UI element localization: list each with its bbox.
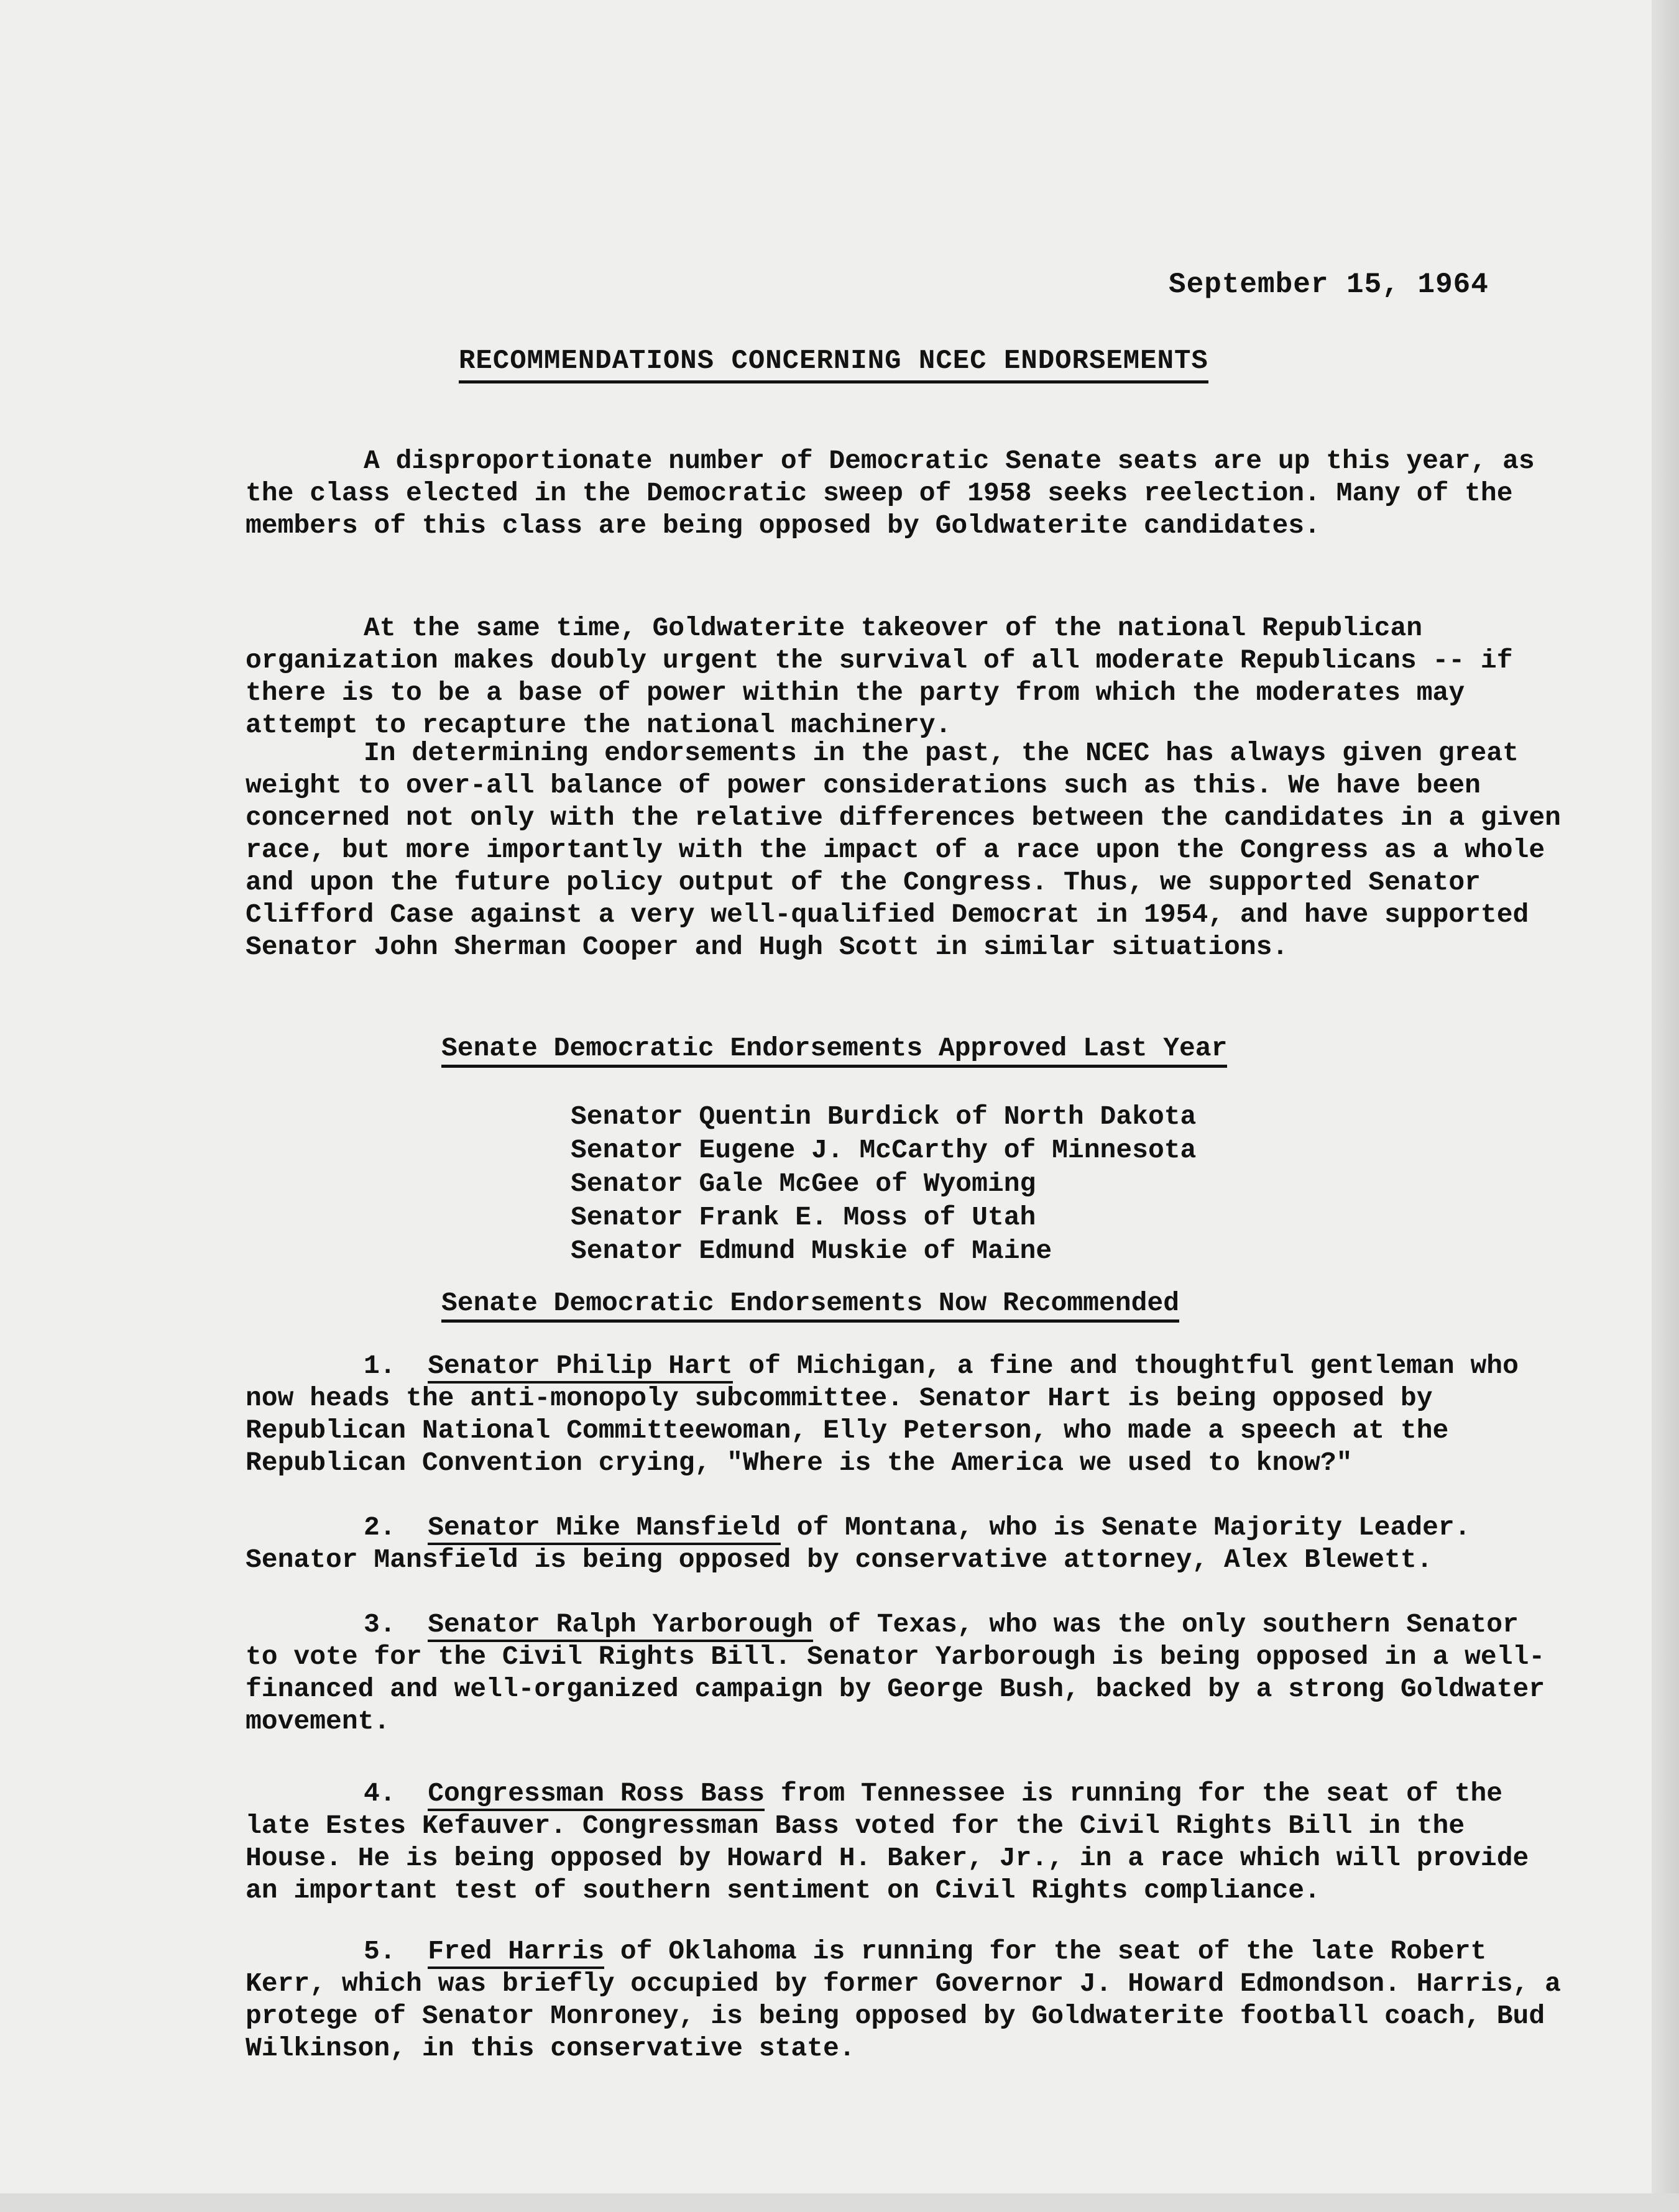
document-date: September 15, 1964 [1169,268,1489,301]
recommendation-name: Senator Ralph Yarborough [428,1609,812,1642]
recommendation-item [246,1778,1563,1907]
list-item: Senator Edmund Muskie of Maine [571,1236,1052,1266]
list-item: Senator Quentin Burdick of North Dakota [571,1101,1197,1132]
recommendation-item [246,1512,1563,1576]
recommendation-text: from Tennessee is running for the seat of the late Estes Kefauver. Congressman Bass voted for the Civil Rights Bill in the House. He is being opposed by Howard H. Baker, Jr., in a race which will provide an important test of southern sentiment on Civil Rights compliance. [246,1778,1529,1906]
recommendation-text: of Oklahoma is running for the seat of the late Robert Kerr, which was briefly occupied by former Governor J. Howard Edmondson. Harris, a protege of Senator Monroney, is being opposed by Goldwaterite football coach, Bud Wilkinson, in this conservative state. [246,1936,1561,2063]
recommendation-number: 4. [364,1778,396,1809]
page-bottom-margin [0,2193,1679,2212]
recommendation-number: 1. [364,1351,396,1381]
paragraph-intro: A disproportionate number of Democratic Senate seats are up this year, as the class elected in the Democratic sweep of 1958 seeks reelection. Many of the members of this class are being opposed by Goldwaterite candidates. [246,446,1535,541]
recommendation-number: 3. [364,1609,396,1640]
recommendation-text: of Montana, who is Senate Majority Leader. Senator Mansfield is being opposed by conservative attorney, Alex Blewett. [246,1512,1471,1575]
approved-heading: Senate Democratic Endorsements Approved Last Year [441,1033,1227,1068]
recommendation-item [246,1609,1563,1738]
recommendation-text: of Michigan, a fine and thoughtful gentleman who now heads the anti-monopoly subcommittee. Senator Hart is being opposed by Republican National Committeewoman, Elly Peterson, who made a speech at the Republican Convention crying, "Where is the America we used to know?" [246,1351,1519,1478]
recommendation-name: Congressman Ross Bass [428,1778,765,1811]
paragraph-goldwater-takeover: At the same time, Goldwaterite takeover of the national Republican organization makes doubly urgent the survival of all moderate Republicans -- if there is to be a base of power within the party from which the moderates may attempt to recapture the national machinery. [246,613,1513,740]
list-item: Senator Eugene J. McCarthy of Minnesota [571,1135,1197,1165]
recommendation-number: 5. [364,1936,396,1966]
list-item: Senator Frank E. Moss of Utah [571,1202,1036,1232]
recommendation-name: Senator Mike Mansfield [428,1512,781,1545]
paragraph-endorsement-policy: In determining endorsements in the past, the NCEC has always given great weight to over-all balance of power considerations such as this. We have been concerned not only with the relative differences between the candidates in a given race, but more importantly with the impact of a race upon the Congress as a whole and upon the future policy output of the Congress. Thus, we supported Senator Clifford Case against a very well-qualified Democrat in 1954, and have supported Senator John Sherman Cooper and Hugh Scott in similar situations. [246,738,1561,962]
page-edge-shadow [1652,0,1679,2212]
recommendation-name: Fred Harris [428,1936,604,1969]
list-item: Senator Gale McGee of Wyoming [571,1168,1036,1199]
recommendation-number: 2. [364,1512,396,1543]
recommendation-name: Senator Philip Hart [428,1351,732,1384]
recommendation-text: of Texas, who was the only southern Senator to vote for the Civil Rights Bill. Senator Yarborough is being opposed in a well-financed and well-organized campaign by George Bush, backed by a strong Goldwater movement. [246,1609,1545,1737]
approved-list [571,1100,1196,1268]
recommendation-item [246,1350,1563,1479]
document-title: RECOMMENDATIONS CONCERNING NCEC ENDORSEMENTS [459,346,1208,383]
recommendation-item [246,1935,1563,2065]
recommended-heading: Senate Democratic Endorsements Now Recommended [441,1288,1179,1323]
